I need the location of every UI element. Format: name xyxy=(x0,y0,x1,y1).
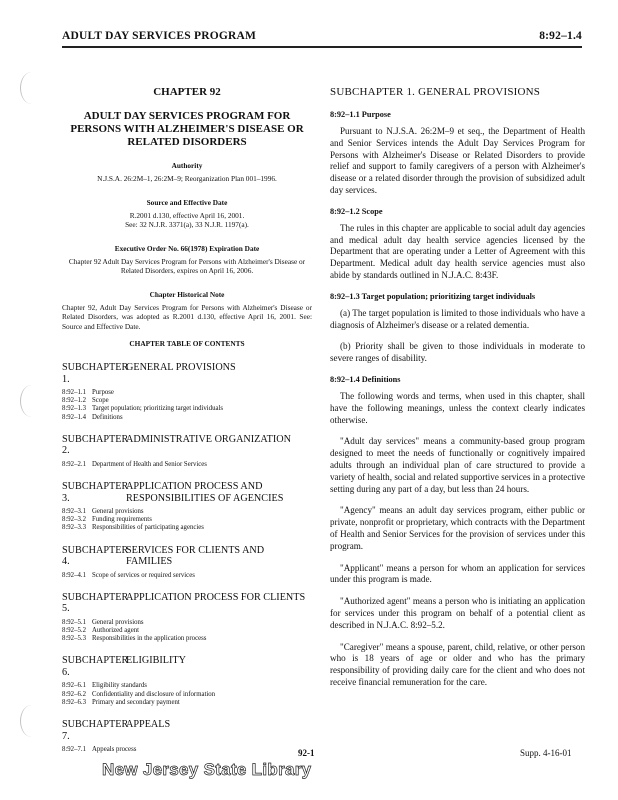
toc-subchapter xyxy=(62,362,312,422)
binder-hole-mark xyxy=(20,385,43,417)
binder-hole-mark xyxy=(20,705,43,737)
toc-subchapter-title: SERVICES FOR CLIENTS AND FAMILIES xyxy=(126,544,265,568)
section-heading: 8:92–1.2 Scope xyxy=(330,206,383,216)
toc-subchapter xyxy=(62,592,312,644)
toc-subchapter-number: SUBCHAPTER 6. xyxy=(62,655,129,678)
running-header xyxy=(62,30,582,42)
header-title: ADULT DAY SERVICES PROGRAM xyxy=(62,30,257,42)
header-section-number: 8:92–1.4 xyxy=(539,30,582,42)
section-paragraph: The following words and terms, when used in this chapter, shall have the following meanings, unless the context clearly indicates otherwise. xyxy=(330,390,585,425)
section-paragraph: (b) Priority shall be given to those individuals in moderate to severe ranges of disability. xyxy=(330,341,585,364)
history-label: Chapter Historical Note xyxy=(149,289,225,299)
toc-item: 8:92–6.2 Confidentiality and disclosure of information xyxy=(62,690,216,698)
toc-subchapter-title: APPEALS xyxy=(126,719,171,731)
toc-item: 8:92–5.3 Responsibilities in the application process xyxy=(62,635,207,643)
definition-paragraph: "Caregiver" means a spouse, parent, child, relative, or other person who is 18 years of age or older and who has the primary responsibility of providing daily care for the client and who does not receive financial remuneration for the care. xyxy=(330,641,585,687)
toc-item: 8:92–4.1 Scope of services or required services xyxy=(62,571,195,579)
toc-subchapter xyxy=(62,545,312,580)
source-label: Source and Effective Date xyxy=(146,197,228,207)
toc-subchapter-number: SUBCHAPTER 1. xyxy=(62,362,129,385)
toc-item: 8:92–1.1 Purpose xyxy=(62,389,114,396)
source-text-2: See: 32 N.J.R. 3371(a), 33 N.J.R. 1197(a). xyxy=(125,220,249,229)
toc-subchapter-title: ELIGIBILITY xyxy=(126,655,186,667)
toc-subchapter-number: SUBCHAPTER 5. xyxy=(62,591,129,615)
toc-item: 8:92–1.4 Definitions xyxy=(62,413,123,421)
toc-subchapter xyxy=(62,655,312,707)
definition-paragraph: "Authorized agent" means a person who is initiating an application for services under this program on behalf of a potential client as described in N.J.A.C. 8:92–5.2. xyxy=(330,596,585,630)
toc-subchapter-title: APPLICATION PROCESS FOR CLIENTS xyxy=(126,591,306,603)
authority-text: N.J.S.A. 26:2M–1, 26:2M–9; Reorganization Plan 001–1996. xyxy=(97,174,277,183)
source-text-1: R.2001 d.130, effective April 16, 2001. xyxy=(129,210,245,220)
right-column xyxy=(330,86,585,699)
toc-item: 8:92–3.1 General provisions xyxy=(62,508,144,516)
toc-item: 8:92–1.3 Target population; prioritizing target individuals xyxy=(62,405,224,413)
section-heading: 8:92–1.3 Target population; prioritizing target individuals xyxy=(330,291,536,301)
toc-subchapter-number: SUBCHAPTER 4. xyxy=(62,544,129,568)
toc-item: 8:92–7.1 Appeals process xyxy=(62,746,137,754)
toc-subchapter-title: APPLICATION PROCESS AND RESPONSIBILITIES OF AGENCIES xyxy=(126,481,284,504)
definition-paragraph: "Applicant" means a person for whom an application for services under this program is made. xyxy=(330,562,585,585)
exec-order-label: Executive Order No. 66(1978) Expiration Date xyxy=(114,243,260,253)
toc-subchapter-title: GENERAL PROVISIONS xyxy=(126,362,236,373)
toc-item: 8:92–3.3 Responsibilities of participating agencies xyxy=(62,524,204,532)
toc-subchapter xyxy=(62,719,312,754)
toc-item: 8:92–6.1 Eligibility standards xyxy=(62,682,147,690)
section-heading: 8:92–1.1 Purpose xyxy=(330,110,391,119)
binder-hole-mark xyxy=(20,72,43,104)
library-stamp: New Jersey State Library xyxy=(102,760,312,779)
toc-subchapter xyxy=(62,434,312,469)
definition-paragraph: "Adult day services" means a community-based group program designed to meet the needs of functionally or cognitively impaired adults through an individual plan of care structured to provide a variety of health, social and related supportive services in a protective setting during any part of a day, but less than 24 hours. xyxy=(330,436,585,494)
chapter-number: CHAPTER 92 xyxy=(153,86,221,98)
toc-item: 8:92–5.2 Authorized agent xyxy=(62,627,139,635)
toc-subchapter-number: SUBCHAPTER 2. xyxy=(62,433,129,457)
toc-subchapter-number: SUBCHAPTER 3. xyxy=(62,481,129,504)
section-paragraph: (a) The target population is limited to those individuals who have a diagnosis of Alzheimer's disease or a related dementia. xyxy=(330,307,585,330)
subchapter-heading: SUBCHAPTER 1. GENERAL PROVISIONS xyxy=(330,86,541,98)
toc-item: 8:92–3.2 Funding requirements xyxy=(62,516,152,524)
toc-item: 8:92–6.3 Primary and secondary payment xyxy=(62,698,180,706)
supplement-date: Supp. 4-16-01 xyxy=(520,748,572,758)
toc-item: 8:92–1.2 Scope xyxy=(62,397,109,405)
toc-subchapter xyxy=(62,481,312,533)
exec-order-text: Chapter 92 Adult Day Services Program for Persons with Alzheimer's Disease or Related Disorders, expires on April 16, 2006. xyxy=(68,256,306,275)
left-column xyxy=(62,86,312,766)
chapter-title: ADULT DAY SERVICES PROGRAM FOR PERSONS WITH ALZHEIMER'S DISEASE OR RELATED DISORDERS xyxy=(70,110,304,148)
toc-item: 8:92–5.1 General provisions xyxy=(62,618,144,626)
page-number: 92-1 xyxy=(298,748,315,758)
toc-subchapter-number: SUBCHAPTER 7. xyxy=(62,719,129,742)
toc-label: CHAPTER TABLE OF CONTENTS xyxy=(129,339,245,348)
toc-subchapter-title: ADMINISTRATIVE ORGANIZATION xyxy=(126,433,291,445)
section-heading: 8:92–1.4 Definitions xyxy=(330,374,401,384)
section-paragraph: Pursuant to N.J.S.A. 26:2M–9 et seq., the Department of Health and Senior Services intends the Adult Day Services Program for Persons with Alzheimer's Disease or Related Disorders to provide relief and support to family caregivers of a person with Alzheimer's disease or a related disorder through the provision of subsidized adult day services. xyxy=(330,126,585,195)
section-paragraph: The rules in this chapter are applicable to social adult day agencies and medical adult day health service agencies licensed by the Department that are operating under a Letter of Agreement with this Department. Medical adult day health service agencies must also abide by standards outlined in N.J.A.C. 8:43F. xyxy=(330,222,585,280)
definition-paragraph: "Agency" means an adult day services program, either public or private, nonprofit or proprietary, which contracts with the Department of Health and Senior Services for the provision of services under this program. xyxy=(330,505,585,551)
header-rule xyxy=(62,46,582,48)
toc xyxy=(62,362,312,754)
toc-item: 8:92–2.1 Department of Health and Senior Services xyxy=(62,460,207,468)
authority-label: Authority xyxy=(171,161,203,170)
history-text: Chapter 92, Adult Day Services Program for Persons with Alzheimer's Disease or Related Disorders, was adopted as R.2001 d.130, effective April 16, 2001. See: Source and Effective Date. xyxy=(62,302,312,331)
